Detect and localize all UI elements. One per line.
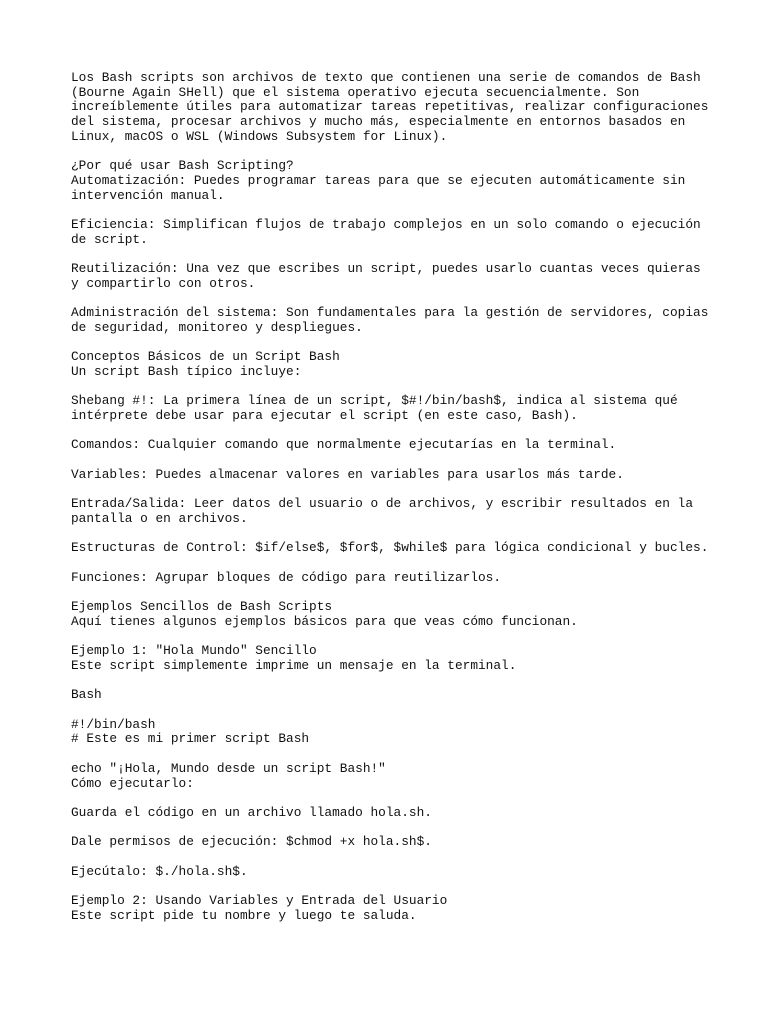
- text-line: Automatización: Puedes programar tareas para que se ejecuten automáticamente sin: [71, 172, 686, 188]
- section-heading: Ejemplo 1: "Hola Mundo" Sencillo: [71, 643, 317, 659]
- text-line: Eficiencia: Simplifican flujos de trabajo complejos en un solo comando o ejecución: [71, 217, 701, 232]
- paragraph-shebang: [71, 394, 711, 423]
- paragraph-why-bash: [71, 159, 711, 203]
- code-line: #!/bin/bash: [71, 716, 156, 732]
- paragraph-control: [71, 541, 711, 556]
- paragraph-run: [71, 865, 711, 880]
- text-line: Este script simplemente imprime un mensaje en la terminal.: [71, 657, 517, 673]
- text-line: de script.: [71, 231, 148, 247]
- text-line: Comandos: Cualquier comando que normalmente ejecutarías en la terminal.: [71, 437, 617, 453]
- text-line: de seguridad, monitoreo y despliegues.: [71, 319, 363, 335]
- paragraph-commands: [71, 438, 711, 453]
- paragraph-reuse: [71, 262, 711, 291]
- text-line: increíblemente útiles para automatizar tareas repetitivas, realizar configuraciones: [71, 99, 709, 115]
- text-line: Funciones: Agrupar bloques de código para reutilizarlos.: [71, 569, 502, 585]
- text-line: Dale permisos de ejecución: $chmod +x hola.sh$.: [71, 834, 432, 850]
- text-line: Este script pide tu nombre y luego te saluda.: [71, 907, 417, 923]
- text-line: Reutilización: Una vez que escribes un script, puedes usarlo cuantas veces quieras: [71, 261, 701, 277]
- paragraph-io: [71, 497, 711, 526]
- text-line: intérprete debe usar para ejecutar el script (en este caso, Bash).: [71, 408, 578, 424]
- text-line: intervención manual.: [71, 187, 225, 203]
- section-heading: ¿Por qué usar Bash Scripting?: [71, 158, 294, 174]
- paragraph-example-2: [71, 894, 711, 923]
- paragraph-intro: [71, 71, 711, 145]
- text-line: Ejecútalo: $./hola.sh$.: [71, 863, 248, 879]
- text-line: Variables: Puedes almacenar valores en variables para usarlos más tarde.: [71, 466, 624, 482]
- text-line: Cómo ejecutarlo:: [71, 775, 194, 791]
- code-line: echo "¡Hola, Mundo desde un script Bash!": [71, 760, 386, 776]
- paragraph-examples: [71, 600, 711, 629]
- text-line: y compartirlo con otros.: [71, 275, 256, 291]
- paragraph-functions: [71, 571, 711, 586]
- paragraph-efficiency: [71, 218, 711, 247]
- code-line: # Este es mi primer script Bash: [71, 731, 310, 747]
- paragraph-permissions: [71, 835, 711, 850]
- text-line: Linux, macOS o WSL (Windows Subsystem for Linux).: [71, 128, 448, 144]
- paragraph-echo: [71, 762, 711, 791]
- text-line: Bash: [71, 687, 102, 703]
- paragraph-example-1: [71, 644, 711, 673]
- section-heading: Ejemplo 2: Usando Variables y Entrada del Usuario: [71, 893, 448, 909]
- text-line: del sistema, procesar archivos y mucho más, especialmente en entornos basados en: [71, 114, 686, 130]
- paragraph-admin: [71, 306, 711, 335]
- text-line: pantalla o en archivos.: [71, 510, 248, 526]
- text-line: Aquí tienes algunos ejemplos básicos para que veas cómo funcionan.: [71, 613, 578, 629]
- paragraph-concepts: [71, 350, 711, 379]
- code-language-label: [71, 688, 711, 703]
- text-line: (Bourne Again SHell) que el sistema operativo ejecuta secuencialmente. Son: [71, 84, 640, 100]
- text-line: Un script Bash típico incluye:: [71, 363, 302, 379]
- section-heading: Conceptos Básicos de un Script Bash: [71, 349, 340, 365]
- text-line: Los Bash scripts son archivos de texto que contienen una serie de comandos de Bash: [71, 70, 701, 85]
- text-line: Administración del sistema: Son fundamentales para la gestión de servidores, copias: [71, 305, 709, 321]
- section-heading: Ejemplos Sencillos de Bash Scripts: [71, 599, 333, 615]
- text-line: Entrada/Salida: Leer datos del usuario o de archivos, y escribir resultados en la: [71, 496, 694, 512]
- text-line: Estructuras de Control: $if/else$, $for$, $while$ para lógica condicional y bucles.: [71, 540, 709, 556]
- code-block: [71, 718, 711, 747]
- paragraph-save: [71, 806, 711, 821]
- document-page: [71, 71, 711, 938]
- paragraph-variables: [71, 468, 711, 483]
- text-line: Guarda el código en un archivo llamado hola.sh.: [71, 804, 432, 820]
- text-line: Shebang #!: La primera línea de un script, $#!/bin/bash$, indica al sistema qué: [71, 393, 678, 409]
